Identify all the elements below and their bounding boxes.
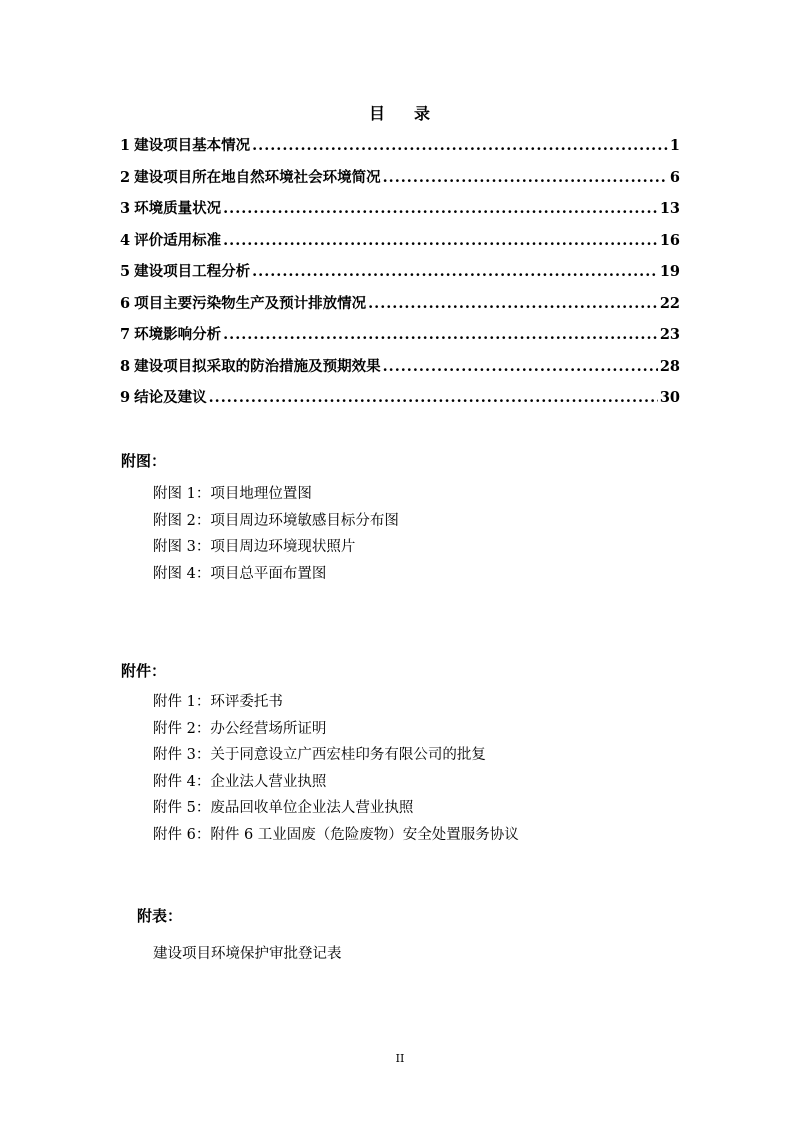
- toc-entry-number: 2: [120, 168, 131, 186]
- toc-entry-number: 4: [120, 231, 131, 249]
- toc-dot-leader: [223, 326, 658, 343]
- tables-list: [153, 942, 342, 969]
- figure-item: 附图 4：项目总平面布置图: [153, 565, 327, 582]
- toc-entry-title: 环境质量状况: [134, 200, 222, 217]
- toc-title: [0, 101, 800, 124]
- toc-entry-number: 5: [120, 263, 131, 280]
- attachments-list: [153, 690, 519, 849]
- figure-item: 附图 1：项目地理位置图: [153, 486, 312, 502]
- attachment-item: 附件 2：办公经营场所证明: [153, 720, 327, 737]
- toc-entry-number: 3: [120, 200, 131, 217]
- toc-entry-title: 项目主要污染物生产及预计排放情况: [134, 294, 367, 312]
- toc-dot-leader: [209, 389, 658, 406]
- toc-entry-page: 13: [659, 200, 680, 217]
- toc-title-right: 录: [414, 104, 432, 123]
- toc-entry[interactable]: [120, 134, 680, 166]
- toc-entry-title: 建设项目基本情况: [134, 137, 251, 154]
- toc-entry-title: 环境影响分析: [134, 326, 222, 343]
- figure-item: 附图 2：项目周边环境敏感目标分布图: [153, 512, 399, 529]
- toc-dot-leader: [368, 295, 658, 312]
- toc-dot-leader: [223, 232, 658, 249]
- toc-entry[interactable]: [120, 260, 680, 292]
- toc-entry[interactable]: [120, 386, 680, 418]
- toc-entry-title: 建设项目所在地自然环境社会环境简况: [134, 168, 381, 186]
- toc-entry-page: 30: [659, 389, 680, 406]
- toc-title-left: 目: [368, 104, 386, 123]
- toc-entry-number: 1: [120, 137, 131, 154]
- toc-entry-number: 6: [120, 294, 131, 312]
- toc-entry-number: 7: [120, 326, 131, 343]
- page-number: II: [395, 1052, 405, 1065]
- toc-entry-number: 9: [120, 389, 131, 406]
- toc-dot-leader: [383, 169, 668, 186]
- toc-entry-title: 结论及建议: [134, 389, 207, 406]
- toc-entry-title: 建设项目工程分析: [134, 263, 251, 280]
- attachments-heading: 附件：: [121, 662, 167, 680]
- attachment-item: 附件 3：关于同意设立广西宏桂印务有限公司的批复: [153, 747, 486, 763]
- toc-entry[interactable]: [120, 323, 680, 355]
- toc-entry-page: 23: [659, 326, 680, 343]
- toc-entry-page: 1: [669, 137, 680, 154]
- attachment-item: 附件 6：附件 6 工业固废（危险废物）安全处置服务协议: [153, 826, 519, 843]
- toc-entry[interactable]: [120, 355, 680, 387]
- toc-entry-page: 16: [659, 231, 680, 249]
- toc-entry[interactable]: [120, 292, 680, 324]
- attachment-item: 附件 1：环评委托书: [153, 694, 283, 710]
- attachment-item: 附件 5：废品回收单位企业法人营业执照: [153, 800, 414, 816]
- toc-entry-page: 28: [659, 357, 680, 375]
- toc-entry[interactable]: [120, 197, 680, 229]
- figures-list: [153, 482, 399, 588]
- toc-entry[interactable]: [120, 166, 680, 198]
- attachment-item: 附件 4：企业法人营业执照: [153, 773, 327, 790]
- toc-entry-title: 评价适用标准: [134, 231, 222, 249]
- toc-entry-title: 建设项目拟采取的防治措施及预期效果: [134, 357, 381, 375]
- toc-entry-page: 22: [659, 294, 680, 312]
- toc-dot-leader: [252, 263, 658, 280]
- toc-entry-page: 6: [669, 168, 680, 186]
- tables-heading: 附表：: [137, 907, 183, 925]
- toc-entry[interactable]: [120, 229, 680, 261]
- toc-entry-number: 8: [120, 357, 131, 375]
- toc-list: [120, 134, 680, 418]
- table-item: 建设项目环境保护审批登记表: [153, 946, 342, 962]
- figure-item: 附图 3：项目周边环境现状照片: [153, 539, 356, 555]
- toc-entry-page: 19: [659, 263, 680, 280]
- toc-dot-leader: [383, 358, 658, 375]
- figures-heading: 附图：: [121, 452, 167, 470]
- toc-dot-leader: [223, 200, 658, 217]
- toc-dot-leader: [252, 137, 668, 154]
